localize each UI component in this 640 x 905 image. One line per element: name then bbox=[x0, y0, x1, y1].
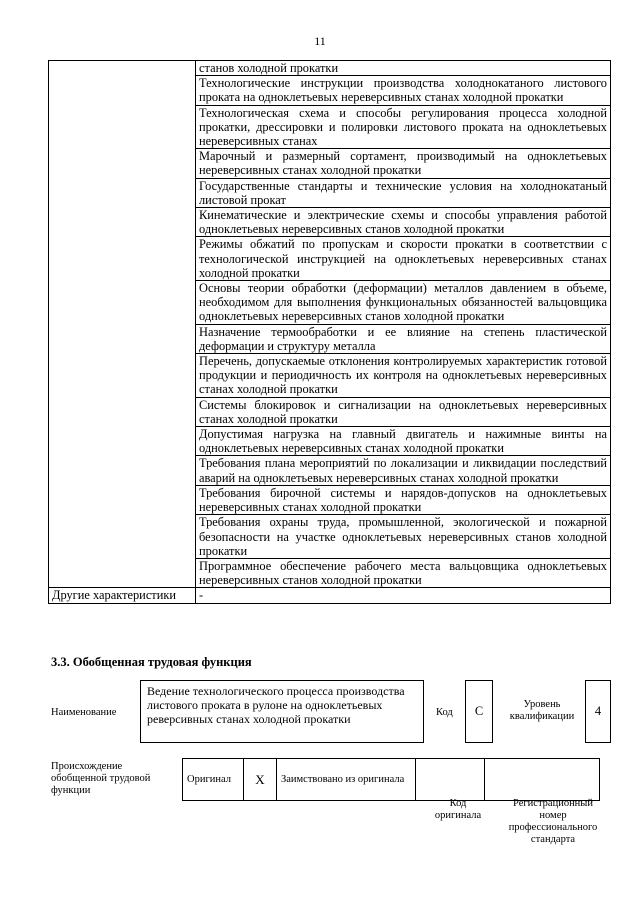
knowledge-item: Программное обеспечение рабочего места вальцовщика одноклетьевых нереверсивных станов холодной прокатки bbox=[196, 558, 611, 587]
origin-code-cell bbox=[416, 759, 485, 801]
other-characteristics-row bbox=[49, 588, 611, 603]
knowledge-item: Допустимая нагрузка на главный двигатель и нажимные винты на одноклетьевых нереверсивных станах холодной прокатки bbox=[196, 427, 611, 456]
knowledge-item: Перечень, допускаемые отклонения контролируемых характеристик готовой продукции и периодичность их контроля на одноклетьевых нереверсивных станах холодной прокатки bbox=[196, 354, 611, 398]
original-mark: X bbox=[244, 759, 277, 801]
function-name-box: Ведение технологического процесса производства листового проката в рулоне на одноклетьевых реверсивных станах холодной прокатки bbox=[140, 680, 424, 743]
knowledge-row bbox=[49, 61, 611, 76]
origin-label: Происхождение обобщенной трудовой функции bbox=[51, 761, 151, 796]
knowledge-item: Кинематические и электрические схемы и способы управления работой одноклетьевых нереверсивных станов холодной прокатки bbox=[196, 208, 611, 237]
knowledge-label-cell bbox=[49, 61, 196, 588]
knowledge-table bbox=[48, 60, 611, 604]
knowledge-item: Требования бирочной системы и нарядов-допусков на одноклетьевых нереверсивных станах холодной прокатки bbox=[196, 485, 611, 514]
reg-number-cell bbox=[485, 759, 600, 801]
knowledge-item: Основы теории обработки (деформации) металлов давлением в объеме, необходимом для выполнения функциональных обязанностей вальцовщика одноклетьевых нереверсивных станов холодной прокатки bbox=[196, 281, 611, 325]
code-value-box: C bbox=[465, 680, 493, 743]
name-label: Наименование bbox=[51, 707, 117, 718]
borrowed-label: Заимствовано из оригинала bbox=[277, 759, 416, 801]
knowledge-item: Государственные стандарты и технические условия на холоднокатаный листовой прокат bbox=[196, 178, 611, 207]
other-characteristics-value: - bbox=[196, 588, 611, 603]
level-label: Уровень квалификации bbox=[509, 699, 575, 722]
level-value-box: 4 bbox=[585, 680, 611, 743]
knowledge-item: Режимы обжатий по пропускам и скорости прокатки в соответствии с технологической инструкцией на одноклетьевых нереверсивных станах холодной прокатки bbox=[196, 237, 611, 281]
page-number: 11 bbox=[314, 34, 326, 48]
knowledge-item: Системы блокировок и сигнализации на одноклетьевых нереверсивных станах холодной прокатки bbox=[196, 397, 611, 426]
knowledge-item: Технологические инструкции производства холоднокатаного листового проката на одноклетьевых нереверсивных станах холодной прокатки bbox=[196, 76, 611, 105]
knowledge-item: Назначение термообработки и ее влияние на степень пластической деформации и структуру металла bbox=[196, 324, 611, 353]
code-label: Код bbox=[436, 707, 453, 718]
knowledge-item: Требования плана мероприятий по локализации и ликвидации последствий аварий на одноклетьевых нереверсивных станах холодной прокатки bbox=[196, 456, 611, 485]
knowledge-item: станов холодной прокатки bbox=[196, 61, 611, 76]
original-label: Оригинал bbox=[183, 759, 244, 801]
other-characteristics-label: Другие характеристики bbox=[49, 588, 196, 603]
reg-number-caption: Регистрационный номер профессионального стандарта bbox=[508, 798, 598, 845]
knowledge-item: Требования охраны труда, промышленной, экологической и пожарной безопасности на участке одноклетьевых нереверсивных станов холодной прокатки bbox=[196, 515, 611, 559]
knowledge-item: Технологическая схема и способы регулирования процесса холодной прокатки, дрессировки и полировки листового проката на одноклетьевых нереверсивных станах bbox=[196, 105, 611, 149]
knowledge-item: Марочный и размерный сортамент, производимый на одноклетьевых нереверсивных станах холодной прокатки bbox=[196, 149, 611, 178]
origin-code-caption: Код оригинала bbox=[434, 798, 482, 821]
section-title: 3.3. Обобщенная трудовая функция bbox=[51, 655, 252, 669]
origin-table bbox=[182, 758, 600, 801]
